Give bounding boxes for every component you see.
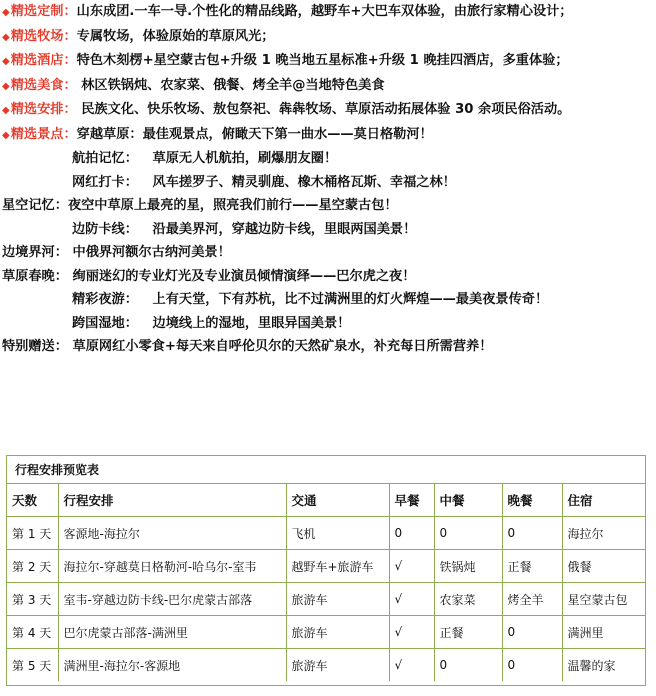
table-header-cell: 住宿 [562,484,645,517]
intro-paragraph [0,74,652,99]
table-header-cell: 中餐 [434,484,502,517]
table-cell: 越野车+旅游车 [286,550,389,583]
intro-text: 风车搓罗子、精灵驯鹿、橡木桶格瓦斯、幸福之林！ [147,174,456,190]
table-cell: √ [389,550,434,583]
intro-paragraph [0,98,652,123]
table-cell: 客源地-海拉尔 [58,517,286,550]
table-cell: 温馨的家 [562,649,645,682]
intro-label: 网红打卡： [72,174,138,190]
intro-label: 星空记忆： [2,198,68,213]
intro-label: 边防卡线： [72,221,138,237]
table-cell: 旅游车 [286,616,389,649]
intro-paragraph [0,25,652,50]
table-cell: 旅游车 [286,649,389,682]
table-cell: 0 [502,649,562,682]
table-header-cell: 晚餐 [502,484,562,517]
table-cell: 第 2 天 [7,550,58,583]
table-cell: 巴尔虎蒙古部落-满洲里 [58,616,286,649]
intro-paragraph [0,335,652,359]
intro-paragraph [0,123,652,148]
intro-paragraph [0,194,652,218]
intro-text: 民族文化、快乐牧场、敖包祭祀、犇犇牧场、草原活动拓展体验 30 余项民俗活动。 [76,102,571,117]
intro-label: ◆精选牧场： [2,28,77,44]
table-cell: 0 [434,649,502,682]
intro-paragraph [0,171,652,195]
intro-label: ◆精选安排： [2,102,77,117]
intro-paragraph [0,49,652,74]
table-cell: 0 [389,517,434,550]
table-cell: 0 [434,517,502,550]
intro-paragraph [0,218,652,242]
table-cell: √ [389,583,434,616]
intro-label: 跨国湿地： [72,315,138,331]
intro-label: ◆精选美食： [2,77,77,93]
schedule-table [7,484,645,681]
intro-label: ◆精选景点： [2,126,77,142]
table-cell: 满洲里 [562,616,645,649]
schedule-title: 行程安排预览表 [7,456,645,484]
intro-text: 特色木刻楞+星空蒙古包+升级 1 晚当地五星标准+升级 1 晚挂四酒店，多重体验； [76,53,569,68]
intro-paragraph [0,312,652,336]
intro-paragraph [0,0,652,25]
table-header-cell: 交通 [286,484,389,517]
table-cell: 第 1 天 [7,517,58,550]
intro-text: 山东成团.一车一导.个性化的精品线路，越野车+大巴车双体验，由旅行家精心设计； [76,4,573,19]
intro-text: 林区铁锅炖、农家菜、俄餐、烤全羊@当地特色美食 [76,77,385,93]
intro-label: 航拍记忆： [72,151,138,166]
table-cell: 旅游车 [286,583,389,616]
intro-paragraph [0,288,652,312]
table-cell: 俄餐 [562,550,645,583]
table-cell: 0 [502,517,562,550]
table-cell: 正餐 [502,550,562,583]
table-cell: 第 4 天 [7,616,58,649]
intro-text: 绚丽迷幻的专业灯光及专业演员倾情演绎——巴尔虎之夜！ [67,268,416,284]
table-cell: 星空蒙古包 [562,583,645,616]
intro-paragraph [0,147,652,171]
intro-text: 上有天堂，下有苏杭，比不过满洲里的灯火辉煌——最美夜景传奇！ [147,292,549,307]
table-row [7,517,645,550]
table-header-cell: 行程安排 [58,484,286,517]
table-row [7,583,645,616]
intro-label: 边境界河： [2,245,68,260]
table-cell: √ [389,616,434,649]
table-cell: 正餐 [434,616,502,649]
table-row [7,616,645,649]
table-cell: 0 [502,616,562,649]
intro-label: 精彩夜游： [72,292,138,307]
table-row [7,649,645,682]
intro-text: 草原无人机航拍，刷爆朋友圈！ [147,151,338,166]
intro-text: 草原网红小零食+每天来自呼伦贝尔的天然矿泉水，补充每日所需营养！ [67,339,493,354]
table-cell: 室韦-穿越边防卡线-巴尔虎蒙古部落 [58,583,286,616]
intro-text: 中俄界河额尔古纳河美景！ [67,245,231,260]
intro-text: 夜空中草原上最亮的星，照亮我们前行——星空蒙古包！ [67,198,398,213]
table-cell: 农家菜 [434,583,502,616]
intro-label: ◆精选定制： [2,4,77,19]
table-cell: 第 5 天 [7,649,58,682]
intro-paragraph [0,265,652,289]
intro-text: 沿最美界河，穿越边防卡线，里眼两国美景！ [147,221,417,237]
table-row [7,550,645,583]
table-header-row [7,484,645,517]
intro-text: 穿越草原：最佳观景点，俯瞰天下第一曲水——莫日格勒河！ [76,126,433,142]
intro-text: 边境线上的湿地，里眼异国美景！ [147,315,351,331]
table-cell: 飞机 [286,517,389,550]
table-cell: 海拉尔 [562,517,645,550]
table-cell: 海拉尔-穿越莫日格勒河-哈乌尔-室韦 [58,550,286,583]
intro-label: 特别赠送： [2,339,68,354]
table-cell: 铁锅炖 [434,550,502,583]
intro-text: 专属牧场，体验原始的草原风光； [76,28,275,44]
table-cell: 烤全羊 [502,583,562,616]
intro-label: 草原春晚： [2,268,68,284]
table-cell: 第 3 天 [7,583,58,616]
schedule-table-box [6,455,646,686]
table-header-cell: 早餐 [389,484,434,517]
table-header-cell: 天数 [7,484,58,517]
table-cell: 满洲里-海拉尔-客源地 [58,649,286,682]
intro-label: ◆精选酒店： [2,53,77,68]
intro-paragraph [0,241,652,265]
table-cell: √ [389,649,434,682]
